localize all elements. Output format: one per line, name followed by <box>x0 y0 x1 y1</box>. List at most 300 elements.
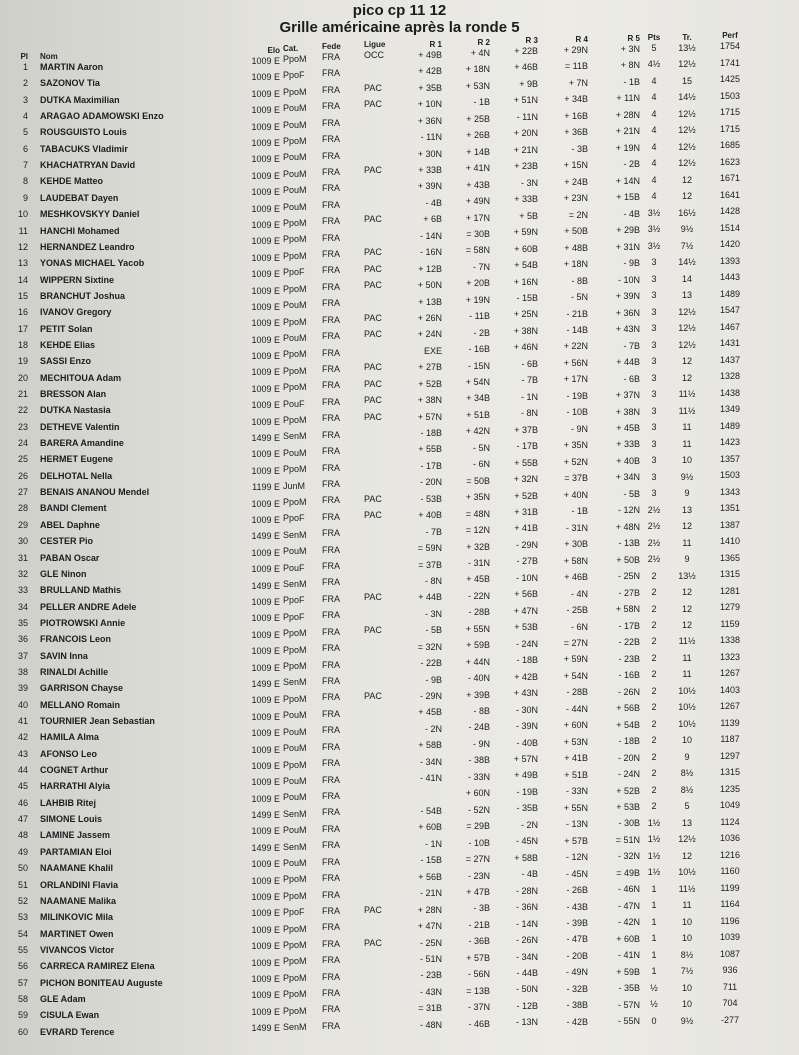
cell-performance: 1420 <box>719 239 741 249</box>
cell-category: SenM <box>283 431 307 442</box>
cell-place: 36 <box>17 634 28 645</box>
cell-federation: FRA <box>322 807 340 818</box>
cell-federation: FRA <box>322 364 340 374</box>
header-r1: R 1 <box>429 40 442 49</box>
cell-place: 15 <box>17 290 28 301</box>
cell-round-1: - 7B <box>425 526 442 537</box>
cell-round-5: = 49B <box>616 867 640 878</box>
cell-round-2: + 51B <box>466 409 490 420</box>
cell-performance: 1049 <box>719 800 741 810</box>
cell-category: PpoM <box>283 382 307 393</box>
cell-round-4: - 14B <box>566 325 588 336</box>
cell-federation: FRA <box>322 790 340 801</box>
cell-federation: FRA <box>322 347 340 358</box>
cell-category: PpoF <box>283 611 305 622</box>
cell-performance: 1428 <box>719 206 741 216</box>
cell-name: ABEL Daphne <box>40 519 100 530</box>
cell-round-3: + 57N <box>513 753 538 764</box>
cell-round-4: - 43B <box>566 901 588 912</box>
cell-round-3: + 25N <box>513 309 538 320</box>
cell-federation: FRA <box>322 626 340 637</box>
cell-federation: FRA <box>322 561 340 572</box>
cell-category: SenM <box>283 529 307 540</box>
cell-tiebreak: 10 <box>681 455 692 466</box>
cell-round-1: - 2N <box>424 723 442 734</box>
cell-tiebreak: 16½ <box>678 207 696 218</box>
cell-name: EVRARD Terence <box>40 1026 115 1037</box>
header-perf: Perf <box>722 31 738 40</box>
cell-elo: 1499 E <box>251 1023 280 1034</box>
cell-place: 3 <box>22 94 28 105</box>
cell-name: MELLANO Romain <box>40 699 120 710</box>
cell-category: PpoM <box>283 464 307 475</box>
cell-place: 14 <box>17 274 28 285</box>
cell-elo: 1009 E <box>251 236 280 247</box>
cell-points: 2 <box>651 669 657 680</box>
cell-elo: 1009 E <box>251 793 280 804</box>
cell-round-5: + 34N <box>615 472 640 483</box>
cell-place: 33 <box>17 585 28 596</box>
cell-round-2: - 6N <box>472 459 490 470</box>
cell-round-4: + 48B <box>564 242 588 253</box>
cell-elo: 1009 E <box>251 613 280 624</box>
cell-federation: FRA <box>322 331 340 342</box>
cell-category: PouM <box>283 300 307 311</box>
cell-round-3: + 59N <box>513 227 538 238</box>
cell-performance: 1036 <box>719 833 741 843</box>
cell-tiebreak: 14½ <box>678 257 696 268</box>
cell-performance: 1715 <box>719 123 741 134</box>
cell-performance: 1365 <box>719 552 741 563</box>
cell-round-2: = 48N <box>465 508 490 519</box>
cell-place: 29 <box>17 519 28 530</box>
cell-category: SenM <box>283 1022 307 1033</box>
cell-round-1: - 34N <box>419 756 442 767</box>
cell-round-3: - 40B <box>516 737 538 748</box>
cell-elo: 1009 E <box>251 465 280 476</box>
cell-round-2: - 5N <box>472 442 490 453</box>
cell-round-1: + 42B <box>418 66 442 77</box>
cell-tiebreak: 8½ <box>680 949 694 960</box>
cell-elo: 1009 E <box>251 974 280 984</box>
cell-name: GLE Adam <box>40 993 86 1004</box>
cell-name: KHACHATRYAN David <box>40 160 136 171</box>
cell-tiebreak: 7½ <box>680 240 694 251</box>
cell-place: 8 <box>22 176 28 187</box>
cell-round-5: + 44B <box>616 357 640 368</box>
cell-place: 48 <box>17 830 28 841</box>
cell-performance: 1489 <box>719 420 741 431</box>
cell-round-5: - 1B <box>623 76 640 87</box>
cell-category: PpoF <box>283 513 305 524</box>
cell-place: 40 <box>17 699 28 710</box>
cell-points: 3 <box>651 455 657 466</box>
cell-round-5: - 9B <box>623 258 640 269</box>
cell-federation: FRA <box>322 1004 340 1015</box>
cell-category: SenM <box>283 808 307 819</box>
cell-round-5: - 16B <box>618 670 640 681</box>
cell-league: PAC <box>364 214 382 225</box>
cell-name: GARRISON Chayse <box>40 683 124 694</box>
cell-category: PouM <box>283 726 307 737</box>
cell-league: PAC <box>364 395 382 406</box>
cell-round-5: + 58N <box>615 604 640 615</box>
cell-name: MARTINET Owen <box>40 928 114 939</box>
cell-federation: FRA <box>322 314 340 325</box>
cell-elo: 1009 E <box>251 367 280 378</box>
cell-league: PAC <box>364 99 382 110</box>
cell-name: DUTKA Nastasia <box>40 405 111 416</box>
cell-performance: 1467 <box>719 321 741 332</box>
cell-points: 4 <box>651 108 657 119</box>
cell-category: SenM <box>283 579 307 590</box>
cell-federation: FRA <box>322 84 340 95</box>
cell-round-4: + 17N <box>563 374 588 385</box>
cell-place: 54 <box>17 928 28 939</box>
cell-round-2: + 32B <box>466 541 490 552</box>
cell-tiebreak: 10½ <box>678 867 696 878</box>
cell-round-3: + 51N <box>513 95 538 106</box>
cell-round-3: - 3N <box>520 177 538 188</box>
cell-round-1: - 43N <box>419 986 442 997</box>
cell-round-2: + 18N <box>465 64 490 75</box>
cell-round-4: + 40N <box>563 489 588 500</box>
cell-performance: 1315 <box>719 569 741 579</box>
cell-round-5: - 10N <box>617 274 640 285</box>
cell-round-4: + 34B <box>564 94 588 105</box>
cell-round-4: + 7N <box>568 77 588 88</box>
cell-round-2: - 24B <box>468 722 490 733</box>
header-pts: Pts <box>647 33 661 42</box>
cell-category: PouM <box>283 710 307 721</box>
cell-round-2: + 19N <box>465 294 490 305</box>
cell-round-1: - 14N <box>419 230 442 241</box>
cell-elo: 1009 E <box>251 301 280 312</box>
cell-round-4: + 46B <box>564 572 588 583</box>
cell-round-3: + 9B <box>519 78 538 89</box>
cell-federation: FRA <box>322 988 340 999</box>
cell-tiebreak: 10 <box>681 916 692 927</box>
cell-round-4: - 12N <box>565 852 588 863</box>
cell-federation: FRA <box>322 265 340 276</box>
cell-name: BENAIS ANANOU Mendel <box>40 487 150 498</box>
cell-performance: 1216 <box>719 849 741 860</box>
cell-round-3: - 26N <box>515 935 538 946</box>
cell-round-1: + 57N <box>417 411 442 422</box>
cell-performance: 1438 <box>719 387 741 398</box>
cell-round-2: + 53N <box>465 80 490 91</box>
cell-round-2: - 28B <box>468 607 490 618</box>
cell-round-5: + 54B <box>616 719 640 730</box>
cell-performance: 1547 <box>719 305 741 315</box>
cell-category: PpoM <box>283 759 307 770</box>
cell-round-4: - 38B <box>566 1000 588 1011</box>
cell-round-4: - 44N <box>565 703 588 714</box>
cell-round-3: + 46N <box>513 342 538 353</box>
cell-elo: 1009 E <box>251 219 280 230</box>
cell-category: PouM <box>283 792 307 803</box>
cell-category: PouM <box>283 103 307 114</box>
cell-category: PpoM <box>283 54 307 64</box>
cell-name: DELHOTAL Nella <box>40 470 113 481</box>
cell-place: 35 <box>17 617 28 628</box>
cell-category: SenM <box>283 841 307 852</box>
cell-round-2: + 49N <box>465 196 490 207</box>
cell-performance: 1087 <box>719 948 741 959</box>
cell-round-3: - 1N <box>520 391 538 402</box>
cell-name: CARRECA RAMIREZ Elena <box>40 961 155 972</box>
cell-points: 1½ <box>647 850 661 861</box>
cell-round-2: - 31N <box>467 557 490 568</box>
cell-elo: 1009 E <box>251 728 280 739</box>
cell-round-4: + 30B <box>564 539 588 550</box>
cell-round-1: + 33B <box>418 165 442 176</box>
cell-round-2: - 40N <box>467 673 490 684</box>
cell-federation: FRA <box>322 873 340 884</box>
cell-league: PAC <box>364 362 382 373</box>
cell-performance: 1164 <box>720 899 740 909</box>
cell-performance: 1715 <box>719 107 741 117</box>
cell-round-2: = 29B <box>466 821 490 832</box>
cell-federation: FRA <box>322 823 340 834</box>
cell-round-2: - 56N <box>467 969 490 980</box>
cell-category: PpoF <box>283 70 305 81</box>
cell-round-2: = 58N <box>465 245 490 256</box>
cell-tiebreak: 10½ <box>678 718 696 729</box>
cell-name: BRULLAND Mathis <box>40 585 121 596</box>
cell-points: 3 <box>651 422 657 433</box>
cell-round-3: - 19B <box>516 786 538 797</box>
cell-round-4: - 5N <box>570 292 588 303</box>
cell-round-2: + 41N <box>465 163 490 174</box>
cell-category: PouM <box>283 201 307 212</box>
cell-federation: FRA <box>322 938 340 949</box>
cell-round-2: = 12N <box>465 525 490 536</box>
cell-elo: 1009 E <box>251 777 280 788</box>
cell-tiebreak: 12½ <box>678 834 696 845</box>
cell-elo: 1009 E <box>251 318 280 329</box>
cell-name: MECHITOUA Adam <box>40 372 122 383</box>
cell-round-4: + 15N <box>563 160 588 171</box>
cell-round-2: + 57B <box>466 952 490 963</box>
cell-elo: 1009 E <box>251 1006 280 1017</box>
cell-round-5: - 20N <box>617 752 640 763</box>
cell-federation: FRA <box>322 544 340 555</box>
cell-tiebreak: 11½ <box>678 405 696 416</box>
cell-place: 30 <box>17 536 28 547</box>
cell-round-5: - 23B <box>618 653 640 664</box>
cell-round-1: + 55B <box>418 444 442 455</box>
cell-round-2: - 3B <box>473 903 490 914</box>
cell-tiebreak: 12 <box>681 587 692 598</box>
cell-federation: FRA <box>322 758 340 769</box>
cell-tiebreak: 10 <box>681 982 692 993</box>
cell-round-2: - 15N <box>467 360 490 371</box>
cell-round-5: + 33B <box>616 439 640 450</box>
cell-name: PICHON BONITEAU Auguste <box>40 977 163 988</box>
cell-round-1: + 47N <box>417 921 442 932</box>
cell-tiebreak: 13 <box>681 817 692 828</box>
cell-name: AFONSO Leo <box>40 748 98 759</box>
cell-points: 2 <box>651 751 657 762</box>
cell-points: 3 <box>651 257 657 268</box>
cell-points: 1 <box>651 949 657 960</box>
cell-elo: 1499 E <box>251 433 280 444</box>
cell-name: HANCHI Mohamed <box>40 225 120 236</box>
cell-federation: FRA <box>322 905 340 916</box>
cell-round-5: - 35B <box>618 983 640 994</box>
cell-points: 2 <box>651 570 657 581</box>
cell-elo: 1009 E <box>251 744 280 755</box>
header-r2: R 2 <box>477 38 490 47</box>
cell-round-5: + 14N <box>615 175 640 186</box>
cell-league: PAC <box>364 625 382 636</box>
cell-round-3: - 18B <box>516 655 538 666</box>
cell-league: PAC <box>364 904 382 915</box>
cell-tiebreak: 5 <box>684 801 690 812</box>
cell-name: NAAMANE Khalil <box>40 863 114 874</box>
cell-federation: FRA <box>322 971 340 982</box>
cell-elo: 1009 E <box>251 646 280 657</box>
cell-name: ORLANDINI Flavia <box>40 879 119 890</box>
cell-name: MESHKOVSKYY Daniel <box>40 209 140 220</box>
cell-federation: FRA <box>322 741 340 752</box>
cell-federation: FRA <box>322 659 340 670</box>
cell-round-4: - 28B <box>566 687 588 698</box>
cell-points: 4 <box>651 174 657 185</box>
cell-round-3: - 10N <box>515 572 538 583</box>
cell-points: 1 <box>651 933 657 944</box>
cell-round-1: + 30N <box>417 148 442 159</box>
cell-elo: 1009 E <box>251 170 280 181</box>
cell-place: 37 <box>17 650 28 661</box>
cell-points: 3½ <box>647 224 661 235</box>
cell-federation: FRA <box>322 593 340 604</box>
cell-round-3: + 46B <box>514 62 538 73</box>
cell-round-4: + 53N <box>563 736 588 747</box>
cell-round-4: - 31N <box>565 522 588 533</box>
cell-points: 4 <box>651 191 657 202</box>
cell-round-5: + 52B <box>616 785 640 796</box>
cell-performance: 1199 <box>720 882 740 893</box>
cell-category: PpoM <box>283 874 307 885</box>
cell-category: PouM <box>283 775 307 786</box>
cell-tiebreak: 10½ <box>678 702 696 713</box>
cell-round-1: - 3N <box>424 608 442 619</box>
cell-elo: 1009 E <box>251 859 280 870</box>
header-cat: Cat. <box>283 44 299 53</box>
cell-name: IVANOV Gregory <box>40 307 112 318</box>
cell-category: PpoM <box>283 939 307 950</box>
cell-round-3: - 28N <box>515 885 538 896</box>
cell-round-4: - 33N <box>565 786 588 797</box>
cell-points: 2 <box>651 603 657 614</box>
cell-place: 43 <box>17 748 28 759</box>
cell-round-3: - 45N <box>515 836 538 847</box>
cell-performance: 1423 <box>719 437 741 447</box>
cell-name: HERNANDEZ Leandro <box>40 241 135 252</box>
cell-federation: FRA <box>322 643 340 654</box>
cell-federation: FRA <box>322 889 340 900</box>
cell-performance: 1349 <box>719 404 741 414</box>
cell-performance: 1187 <box>720 734 740 744</box>
cell-elo: 1009 E <box>251 269 280 280</box>
cell-round-1: + 27B <box>418 362 442 373</box>
cell-performance: 1160 <box>720 866 740 876</box>
cell-federation: FRA <box>322 281 340 292</box>
cell-place: 47 <box>17 814 28 825</box>
cell-round-5: + 3N <box>620 44 640 54</box>
cell-federation: FRA <box>322 610 340 621</box>
cell-name: SAVIN Inna <box>40 650 88 661</box>
cell-round-1: = 32N <box>417 641 442 652</box>
cell-round-3: + 42B <box>514 671 538 682</box>
cell-category: PpoF <box>283 595 305 606</box>
cell-round-5: - 13B <box>618 538 640 549</box>
cell-round-1: - 51N <box>419 953 442 964</box>
cell-tiebreak: 12½ <box>678 125 696 136</box>
cell-round-5: + 21N <box>615 126 640 137</box>
cell-points: 3 <box>651 290 657 301</box>
cell-tiebreak: 12 <box>681 603 692 614</box>
cell-performance: 1489 <box>719 288 741 299</box>
cell-elo: 1009 E <box>251 416 280 427</box>
cell-round-3: + 32N <box>513 474 538 485</box>
cell-round-3: - 34N <box>515 951 538 962</box>
cell-category: PpoM <box>283 349 307 360</box>
cell-round-2: = 13B <box>466 985 490 996</box>
cell-tiebreak: 7½ <box>680 966 694 977</box>
cell-name: DUTKA Maximilian <box>40 94 120 105</box>
cell-place: 4 <box>22 111 28 122</box>
cell-round-5: + 60B <box>616 933 640 944</box>
cell-points: 2 <box>651 702 657 713</box>
cell-round-1: + 58B <box>418 740 442 751</box>
cell-federation: FRA <box>322 166 340 177</box>
cell-name: BARERA Amandine <box>40 438 124 449</box>
cell-points: 1 <box>651 966 657 977</box>
cell-round-1: + 44B <box>418 592 442 603</box>
cell-category: PouM <box>283 447 307 458</box>
cell-tiebreak: 12½ <box>678 141 696 152</box>
cell-federation: FRA <box>322 52 340 62</box>
cell-league: PAC <box>364 247 382 258</box>
cell-federation: FRA <box>322 1020 340 1031</box>
cell-round-4: + 16B <box>564 110 588 121</box>
cell-points: 3½ <box>647 207 661 218</box>
cell-place: 45 <box>17 781 28 792</box>
header-r5: R 5 <box>627 34 640 43</box>
header-ligue: Ligue <box>364 40 386 49</box>
cell-place: 19 <box>17 356 28 367</box>
cell-round-4: - 4N <box>570 588 588 599</box>
cell-elo: 1009 E <box>251 711 280 722</box>
cell-elo: 1009 E <box>251 908 280 919</box>
cell-federation: FRA <box>322 708 340 719</box>
cell-category: PouM <box>283 119 307 130</box>
cell-round-2: = 30B <box>466 228 490 239</box>
cell-round-5: - 22B <box>618 637 640 648</box>
cell-round-2: - 22N <box>467 590 490 601</box>
cell-points: 1 <box>651 883 657 894</box>
cell-tiebreak: 10 <box>681 933 692 944</box>
cell-round-4: + 57B <box>564 835 588 846</box>
cell-round-5: - 25N <box>617 571 640 582</box>
cell-place: 9 <box>22 192 28 203</box>
header-fed: Fede <box>322 42 341 51</box>
cell-points: 2½ <box>647 504 661 515</box>
cell-round-5: - 7B <box>623 340 640 351</box>
